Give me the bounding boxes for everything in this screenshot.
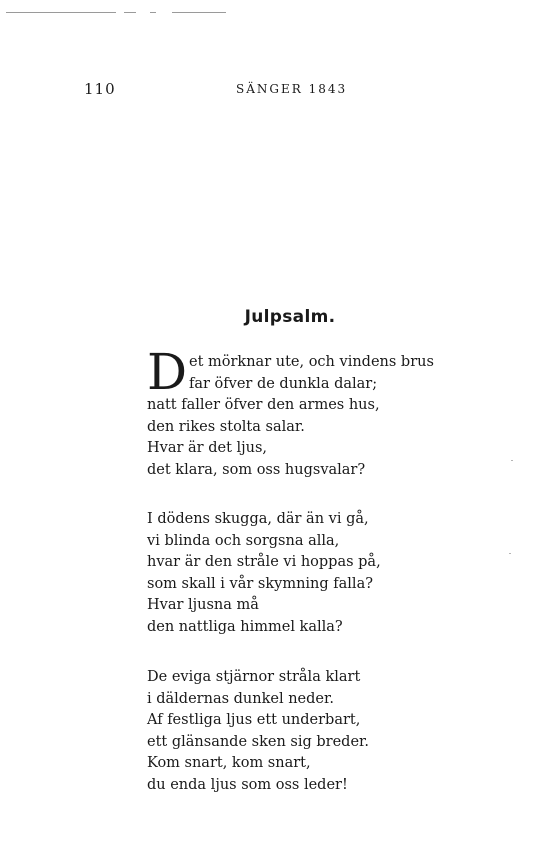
verse-line: den nattliga himmel kalla? bbox=[147, 618, 343, 635]
verse-line: natt faller öfver den armes hus, bbox=[147, 397, 380, 413]
verse-line: far öfver de dunkla dalar; bbox=[189, 375, 378, 392]
verse-line: Hvar är det ljus, bbox=[147, 440, 268, 456]
verse-line: Kom snart, kom snart, bbox=[147, 755, 311, 771]
scan-mark-left bbox=[6, 12, 116, 13]
verse-line: i däldernas dunkel neder. bbox=[147, 690, 334, 707]
verse-line: du enda ljus som oss leder! bbox=[147, 776, 348, 793]
verse-line: som skall i vår skymning falla? bbox=[147, 575, 373, 592]
verse-line: ett glänsande sken sig breder. bbox=[147, 733, 369, 750]
poem-title: Julpsalm. bbox=[244, 307, 336, 327]
scan-mark-right bbox=[172, 12, 226, 13]
verse-line: Hvar ljusna må bbox=[147, 597, 259, 613]
verse-line: Af festliga ljus ett underbart, bbox=[147, 712, 361, 728]
verse-line: I dödens skugga, där än vi gå, bbox=[147, 511, 369, 527]
verse-line: De eviga stjärnor stråla klart bbox=[147, 669, 361, 685]
verse-line: det klara, som oss hugsvalar? bbox=[147, 461, 366, 478]
verse-line: hvar är den stråle vi hoppas på, bbox=[147, 554, 381, 570]
stanza-2 bbox=[147, 509, 381, 638]
stanza-3 bbox=[147, 667, 369, 796]
stanza-1 bbox=[147, 352, 434, 481]
page-number: 110 bbox=[84, 80, 116, 98]
verse-line: vi blinda och sorgsna alla, bbox=[147, 532, 340, 549]
paper-speck bbox=[511, 460, 513, 461]
drop-cap: D bbox=[147, 343, 188, 401]
verse-line: den rikes stolta salar. bbox=[147, 418, 305, 435]
scan-mark-dot-2 bbox=[150, 12, 156, 13]
scan-mark-dot-1 bbox=[124, 12, 136, 13]
paper-speck bbox=[509, 553, 511, 554]
verse-line: et mörknar ute, och vindens brus bbox=[189, 354, 434, 370]
running-head: SÄNGER 1843 bbox=[236, 82, 348, 96]
